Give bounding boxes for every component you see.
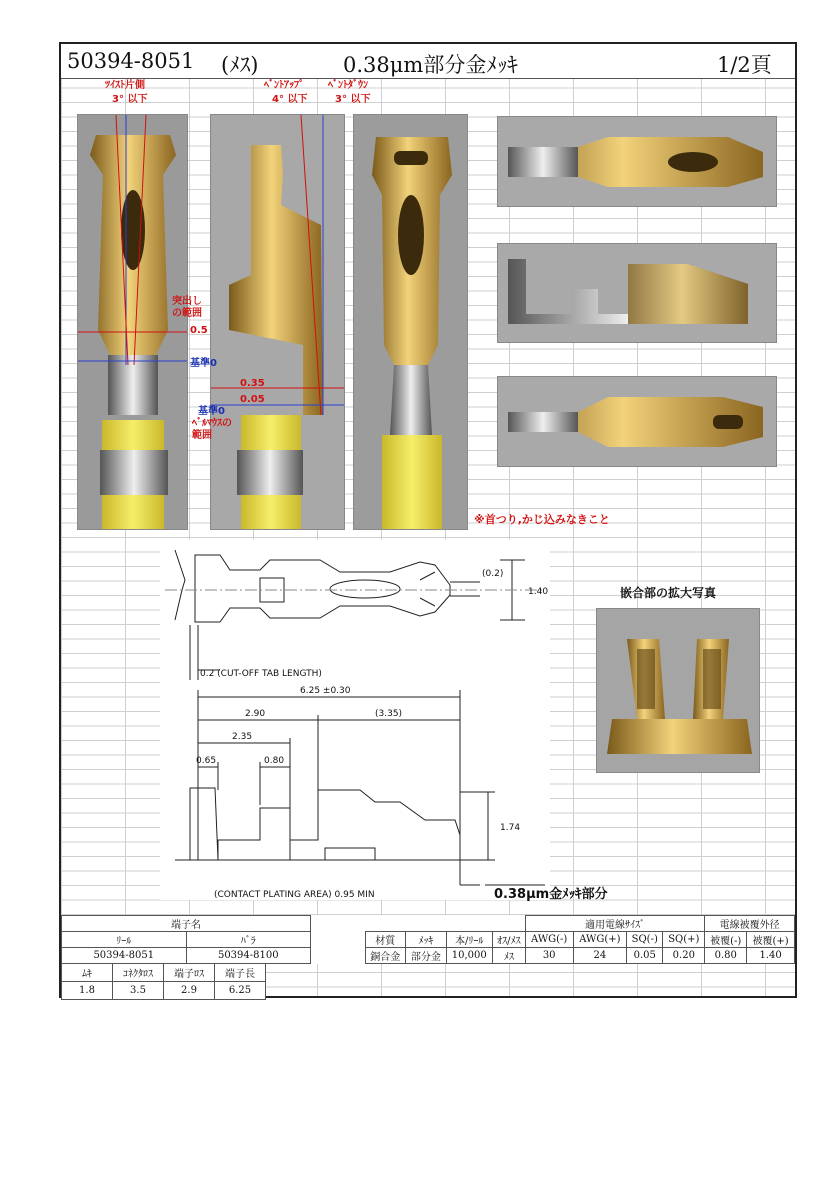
bell-035-value: 0.35 bbox=[240, 378, 265, 389]
col-terminal-length: 端子長 bbox=[215, 964, 266, 982]
dim-080: 0.80 bbox=[264, 756, 285, 766]
part-number: 50394-8051 bbox=[67, 49, 195, 73]
val-terminal-length: 6.25 bbox=[215, 982, 266, 1000]
header-bar bbox=[61, 44, 795, 79]
val-per-reel: 10,000 bbox=[446, 948, 492, 964]
spec-table bbox=[61, 915, 795, 964]
col-insul-min: 被覆(-) bbox=[705, 932, 747, 948]
col-insul-max: 被覆(+) bbox=[747, 932, 795, 948]
terminal-name-header: 端子名 bbox=[62, 916, 311, 932]
val-sq-max: 0.20 bbox=[663, 948, 705, 964]
col-per-reel: 本/ﾘｰﾙ bbox=[446, 932, 492, 948]
col-plating: ﾒｯｷ bbox=[406, 932, 447, 948]
gender-label: (ﾒｽ) bbox=[221, 53, 259, 77]
val-terminal-loss: 2.9 bbox=[164, 982, 215, 1000]
val-material: 銅合金 bbox=[365, 948, 406, 964]
dim-02-paren: (0.2) bbox=[482, 569, 504, 579]
col-gender: ｵｽ/ﾒｽ bbox=[492, 932, 525, 948]
bend-up-value: 4° 以下 bbox=[272, 94, 308, 105]
technical-drawing bbox=[160, 540, 550, 900]
protrusion-range-label: 突出しの範囲 bbox=[172, 296, 202, 319]
strip-table bbox=[61, 963, 266, 1000]
col-material: 材質 bbox=[365, 932, 406, 948]
col-awg-max: AWG(+) bbox=[573, 932, 627, 948]
twist-value: 3° 以下 bbox=[112, 94, 148, 105]
photo-top-view bbox=[77, 114, 188, 530]
dim-290: 2.90 bbox=[245, 709, 266, 719]
twist-label: ﾂｲｽﾄ片側 bbox=[105, 80, 145, 91]
val-awg-min: 30 bbox=[525, 948, 573, 964]
dim-335: (3.35) bbox=[375, 709, 403, 719]
protrusion-value: 0.5 bbox=[190, 325, 208, 336]
bend-down-value: 3° 以下 bbox=[335, 94, 371, 105]
val-gender: ﾒｽ bbox=[492, 948, 525, 964]
val-plating: 部分金 bbox=[406, 948, 447, 964]
photo-zoom bbox=[596, 608, 760, 773]
insulation-od-header: 電線被覆外径 bbox=[705, 916, 795, 932]
val-insul-min: 0.80 bbox=[705, 948, 747, 964]
loose-header: ﾊﾞﾗ bbox=[186, 932, 311, 948]
cutoff-tab-dim: 0.2 (CUT-OFF TAB LENGTH) bbox=[200, 669, 322, 679]
bell-005-value: 0.05 bbox=[240, 394, 265, 405]
photo-side-view bbox=[210, 114, 345, 530]
dim-235: 2.35 bbox=[232, 732, 253, 742]
applicable-wire-header: 適用電線ｻｲｽﾞ bbox=[525, 916, 705, 932]
col-awg-min: AWG(-) bbox=[525, 932, 573, 948]
reference-mid-label: 基準0 bbox=[198, 406, 225, 417]
col-connector-loss: ｺﾈｸﾀﾛｽ bbox=[113, 964, 164, 982]
photo-right-bottom bbox=[497, 376, 777, 467]
dim-140: 1.40 bbox=[528, 587, 549, 597]
plating-title: 0.38μm部分金ﾒｯｷ bbox=[343, 53, 518, 77]
dim-174: 1.74 bbox=[500, 823, 521, 833]
note-text: ※首つり,かじ込みなきこと bbox=[474, 513, 610, 526]
val-insul-max: 1.40 bbox=[747, 948, 795, 964]
reel-header: ﾘｰﾙ bbox=[62, 932, 187, 948]
photo-bottom-view bbox=[353, 114, 468, 530]
bend-down-label: ﾍﾞﾝﾄﾀﾞｳﾝ bbox=[328, 80, 368, 91]
drawing-svg bbox=[160, 540, 550, 900]
zoom-caption: 嵌合部の拡大写真 bbox=[620, 586, 717, 600]
dim-065: 0.65 bbox=[196, 756, 217, 766]
bend-up-label: ﾍﾞﾝﾄｱｯﾌﾟ bbox=[264, 80, 304, 91]
loose-number: 50394-8100 bbox=[186, 948, 311, 964]
val-connector-loss: 3.5 bbox=[113, 982, 164, 1000]
reference-left-label: 基準0 bbox=[190, 358, 217, 369]
val-awg-max: 24 bbox=[573, 948, 627, 964]
photo-right-top bbox=[497, 116, 777, 207]
plating-area-dim: (CONTACT PLATING AREA) 0.95 MIN bbox=[214, 890, 375, 900]
photo-right-middle bbox=[497, 243, 777, 343]
reel-number: 50394-8051 bbox=[62, 948, 187, 964]
val-sq-min: 0.05 bbox=[627, 948, 663, 964]
col-sq-max: SQ(+) bbox=[663, 932, 705, 948]
plating-part-label: 0.38μm金ﾒｯｷ部分 bbox=[494, 887, 608, 902]
col-sq-min: SQ(-) bbox=[627, 932, 663, 948]
bellmouth-range-label: ﾍﾞﾙﾏｳｽの範囲 bbox=[192, 418, 232, 441]
col-strip: ﾑｷ bbox=[62, 964, 113, 982]
col-terminal-loss: 端子ﾛｽ bbox=[164, 964, 215, 982]
page-number: 1/2頁 bbox=[717, 53, 772, 77]
val-strip: 1.8 bbox=[62, 982, 113, 1000]
dim-625: 6.25 ±0.30 bbox=[300, 686, 351, 696]
